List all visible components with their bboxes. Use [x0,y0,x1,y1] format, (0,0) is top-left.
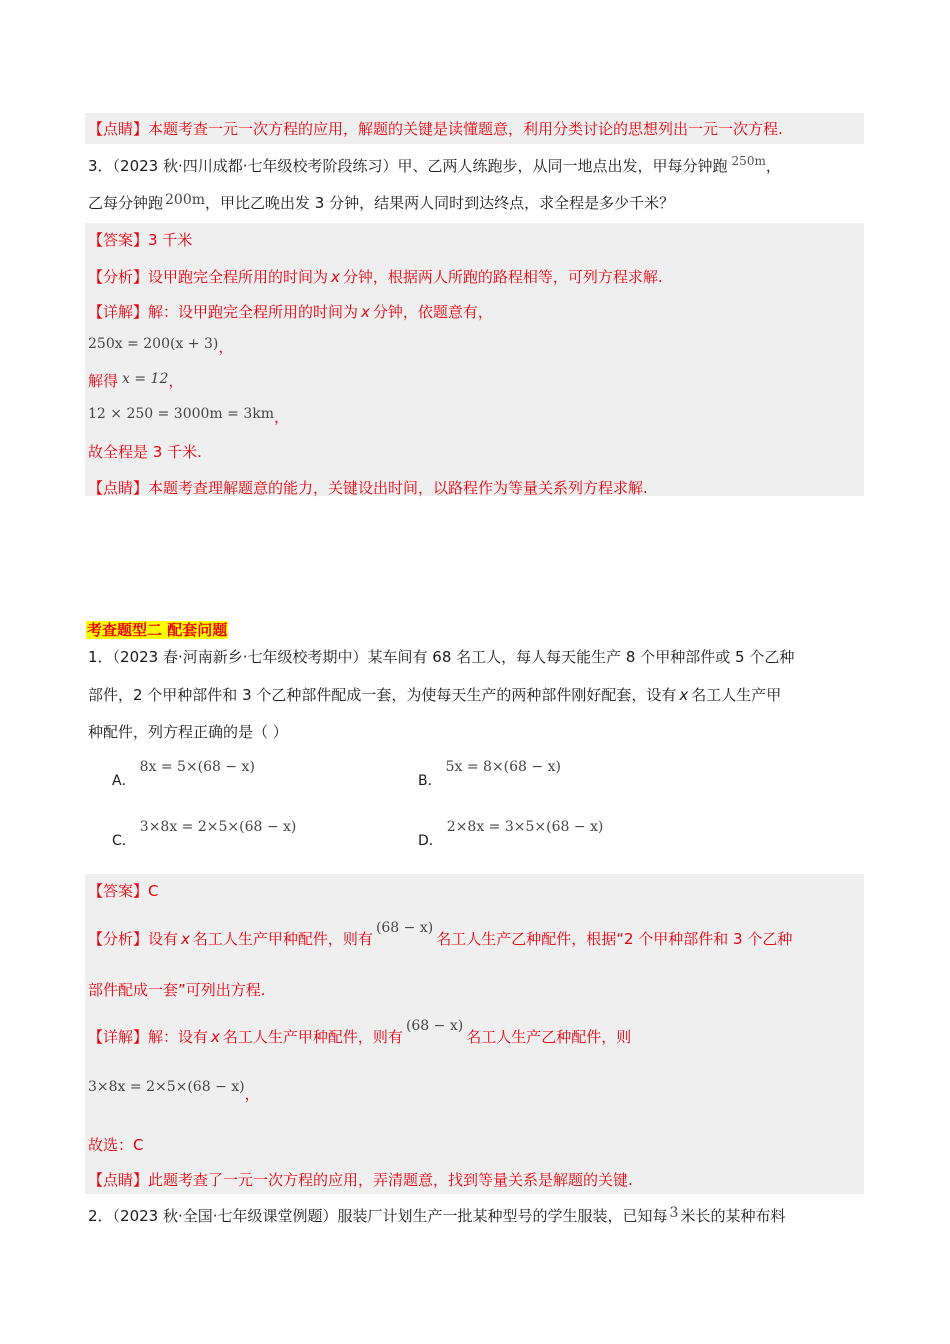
q3-equation-1 [88,332,234,356]
q3-line1 [88,155,781,176]
detail-text: 名工人生产乙种配件，则 [466,1028,632,1046]
q1-detail [88,1018,632,1047]
number: 3 [669,1205,679,1221]
question-source: （2023 秋·全国·七年级课堂例题） [112,1207,338,1225]
dianjing-text: 此题考查了一元一次方程的应用，弄清题意，找到等量关系是解题的关键. [148,1171,633,1189]
question-text: ，甲比乙晚出发 3 分钟，结果两人同时到达终点，求全程是多少千米？ [205,194,675,212]
comma: ， [168,372,184,390]
q1-answer [88,880,159,901]
answer-value: C [148,882,159,900]
equation: 3×8x = 2×5×(68 − x) [88,1079,245,1095]
question-text: 某车间有 68 名工人，每人每天能生产 8 个甲种部件或 5 个乙种 [367,648,795,666]
option-letter: B． [418,773,442,789]
separator: ， [765,157,781,175]
detail-text: 解：设甲跑完全程所用的时间为 [148,303,359,321]
expression: (68 − x) [375,920,434,936]
option-formula: 8x = 5×(68 − x) [139,759,255,775]
equation: 12 × 250 = 3000m = 3km [88,406,274,422]
question-text: 米长的某种布料 [680,1207,786,1225]
option-c[interactable] [112,816,297,849]
question-number: 3． [88,157,113,175]
analysis-text: 设甲跑完全程所用的时间为 [148,268,329,286]
option-letter: C． [112,833,136,849]
comma: ， [218,338,234,356]
option-formula: 3×8x = 2×5×(68 − x) [139,819,297,835]
analysis-text: 设有 [148,930,179,948]
speed-b: 200m [165,192,206,208]
detail-text: 解：设有 [148,1028,209,1046]
analysis-tag: 【分析】 [88,268,149,286]
question-number: 1． [88,648,113,666]
detail-tag: 【详解】 [88,303,149,321]
detail-tag: 【详解】 [88,1028,149,1046]
detail-text: 名工人生产甲种配件，则有 [222,1028,403,1046]
question-text: 服装厂计划生产一批某种型号的学生服装，已知每 [337,1207,668,1225]
question-source: （2023 春·河南新乡·七年级校考期中） [112,648,368,666]
option-a[interactable] [112,756,255,789]
q1-analysis-line1 [88,920,793,949]
question-text: 乙每分钟跑 [88,194,164,212]
option-letter: D． [418,833,443,849]
analysis-text: 名工人生产乙种配件，根据“2 个甲种部件和 3 个乙种 [436,930,793,948]
q1-choice: 故选：C [88,1136,144,1154]
equation: x = 12 [122,371,169,387]
q3-answer [88,229,192,250]
dianjing-text: 本题考查理解题意的能力，关键设出时间，以路程作为等量关系列方程求解. [148,479,648,497]
dianjing-tag: 【点睛】 [88,479,149,497]
q3-analysis [88,266,663,287]
section-title [86,619,228,640]
expression: (68 − x) [405,1018,464,1034]
equation: 250x = 200(x + 3) [88,336,219,352]
comma: ， [274,408,290,426]
option-formula: 5x = 8×(68 − x) [445,759,561,775]
q3-detail [88,301,493,322]
dianjing-tag: 【点睛】 [88,120,149,138]
solve-label: 解得 [88,372,119,390]
variable: x [679,686,689,704]
detail-text: 分钟，依题意有， [372,303,493,321]
question-source: （2023 秋·四川成都·七年级校考阶段练习） [112,157,398,175]
question-number: 2． [88,1207,113,1225]
q1-dianjing [88,1169,633,1190]
dianjing-text: 本题考查一元一次方程的应用，解题的关键是读懂题意，利用分类讨论的思想列出一元一次方程. [148,120,783,138]
q3-solve-line [88,370,183,391]
analysis-tag: 【分析】 [88,930,149,948]
q3-dianjing [88,477,648,498]
prev-dianjing-line [88,118,783,139]
q1-line1 [88,646,794,667]
option-d[interactable] [418,816,604,849]
q3-equation-3 [88,402,290,426]
question-text: 部件，2 个甲种部件和 3 个乙种部件配成一套，为使每天生产的两种部件刚好配套，设有 [88,686,677,704]
question-text: 名工人生产甲 [691,686,782,704]
q1-analysis-line2: 部件配成一套”可列出方程. [88,981,266,999]
variable: x [181,930,190,948]
analysis-text: 分钟，根据两人所跑的路程相等，可列方程求解. [342,268,663,286]
variable: x [331,268,340,286]
q2-line1 [88,1205,785,1226]
dianjing-tag: 【点睛】 [88,1171,149,1189]
q1-line2 [88,684,781,705]
variable: x [211,1028,220,1046]
answer-value: 3 千米 [148,231,193,249]
q3-conclusion: 故全程是 3 千米. [88,443,202,461]
analysis-text: 名工人生产甲种配件，则有 [192,930,373,948]
section-title-text: 考查题型二 配套问题 [87,621,228,639]
q1-equation [88,1075,260,1103]
question-text: 甲、乙两人练跑步，从同一地点出发，甲每分钟跑 [397,157,728,175]
answer-tag: 【答案】 [88,882,149,900]
option-letter: A． [112,773,136,789]
q3-line2 [88,192,674,213]
option-formula: 2×8x = 3×5×(68 − x) [446,819,604,835]
answer-tag: 【答案】 [88,231,149,249]
comma: ， [244,1085,260,1103]
speed-a: 250m [731,154,766,168]
option-b[interactable] [418,756,561,789]
q1-line3: 种配件，列方程正确的是（ ） [88,723,288,741]
variable: x [361,303,370,321]
